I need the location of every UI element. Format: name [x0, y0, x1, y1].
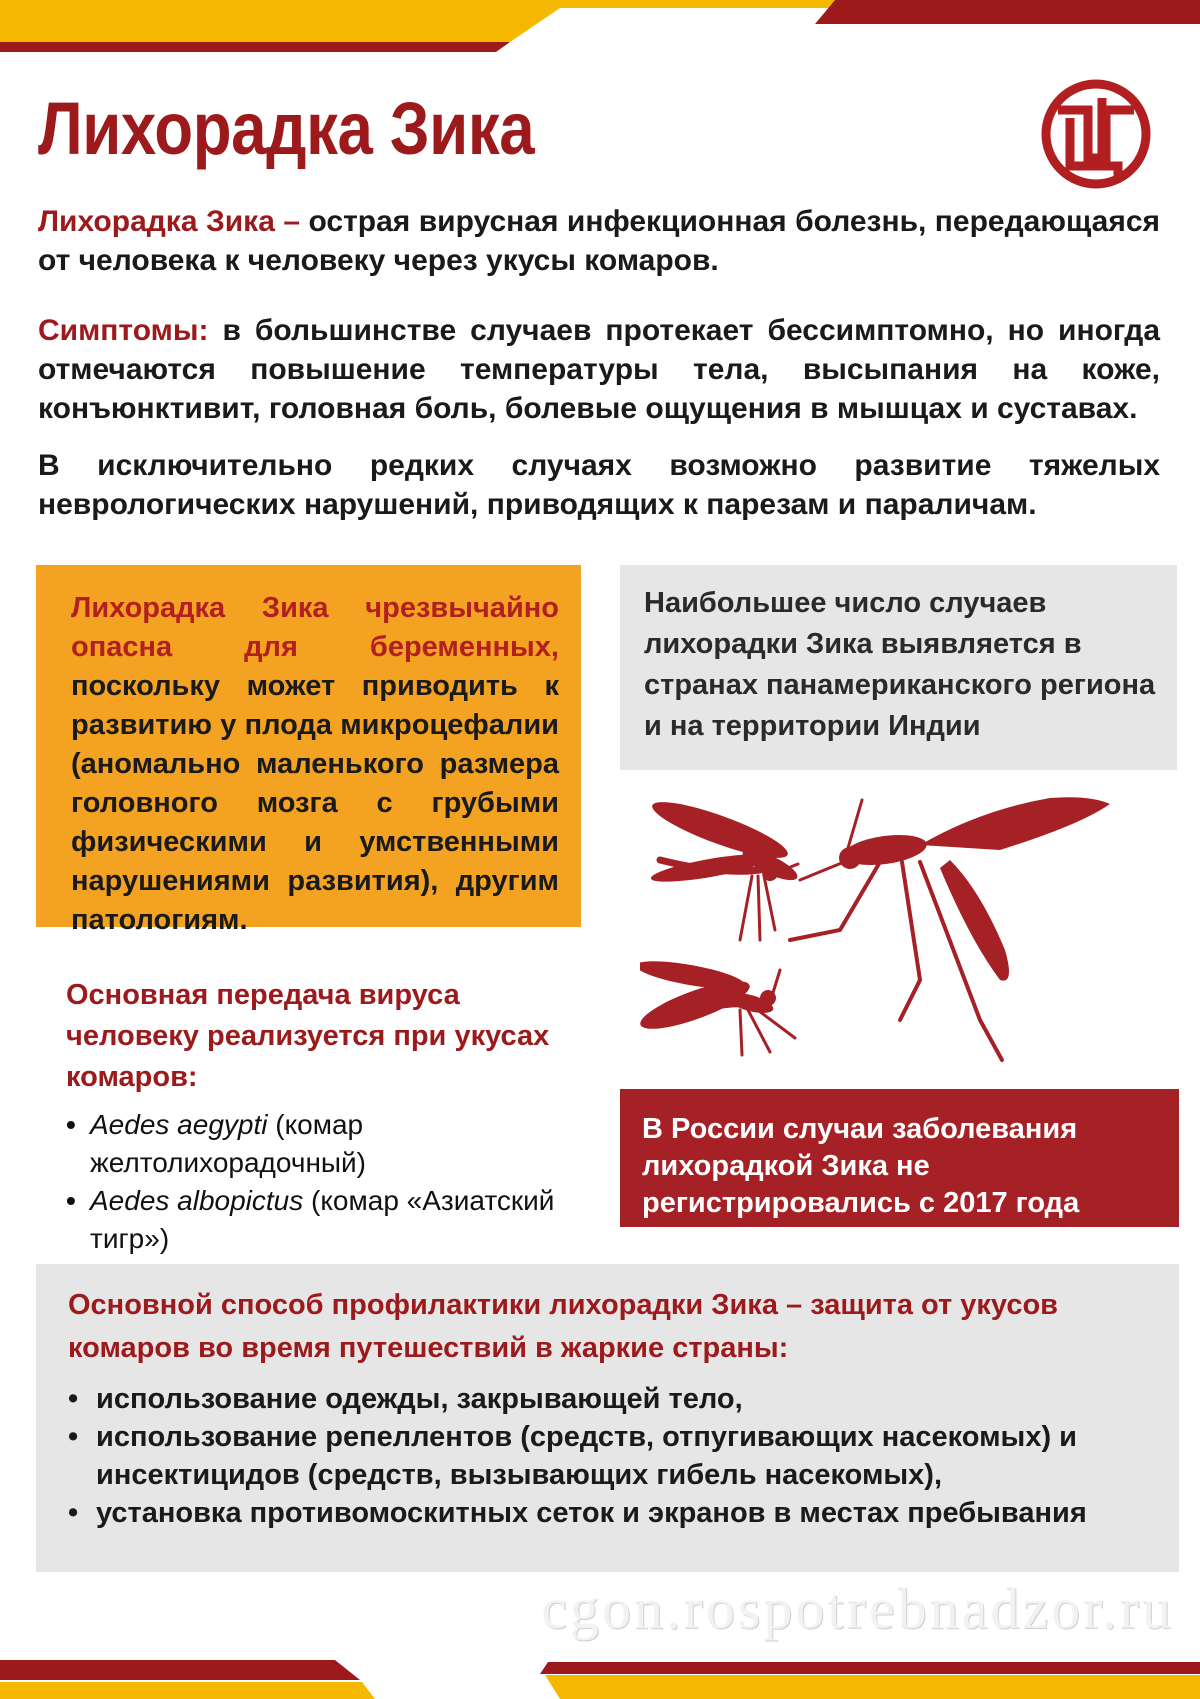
rare-cases-paragraph: В исключительно редких случаях возможно развитие тяжелых неврологических нарушений, приводящих к парезам и параличам. — [38, 449, 1160, 521]
vector-latin-name: Aedes aegypti — [90, 1109, 268, 1140]
vector-common-name: (комар желтолихорадочный) — [90, 1109, 366, 1178]
symptoms-paragraph — [38, 311, 1160, 428]
vector-list — [66, 1106, 586, 1258]
pregnancy-text: поскольку может приводить к развитию у плода микроцефалии (аномально маленького размера головного мозга с грубыми физическими и умственными нарушениями развития), другим патологиям. — [71, 670, 559, 936]
intro-paragraph — [38, 202, 1160, 280]
symptoms-text: в большинстве случаев протекает бессимптомно, но иногда отмечаются повышение температуры тела, высыпания на коже, конъюнктивит, головная боль, болевые ощущения в мышцах и суставах. — [38, 314, 1160, 425]
intro-term: Лихорадка Зика – — [38, 205, 301, 238]
prevention-heading: Основной способ профилактики лихорадки Зика – защита от укусов комаров во время путешествий в жаркие страны: — [68, 1289, 1059, 1364]
list-item — [66, 1182, 586, 1258]
regions-info-box — [620, 565, 1177, 770]
website-watermark: cgon.rospotrebnadzor.ru — [541, 1576, 1174, 1641]
list-item — [66, 1106, 586, 1182]
list-item: • установка противомоскитных сеток и экранов в местах пребывания — [68, 1494, 1159, 1532]
transmission-section — [66, 975, 586, 1258]
transmission-heading: Основная передача вируса человеку реализуется при укусах комаров: — [66, 979, 550, 1093]
list-item: • использование одежды, закрывающей тело, — [68, 1380, 1159, 1418]
vector-latin-name: Aedes albopictus — [90, 1185, 304, 1216]
regions-text: Наибольшее число случаев лихорадки Зика выявляется в странах панамериканского региона и на территории Индии — [644, 587, 1156, 742]
intro-text: острая вирусная инфекционная болезнь, передающаяся от человека к человеку через укусы комаров. — [38, 205, 1161, 277]
top-stripes — [0, 0, 1200, 60]
rospotrebnadzor-logo-icon — [1040, 78, 1152, 190]
pregnancy-highlight: Лихорадка Зика чрезвычайно опасна для беременных, — [71, 592, 559, 663]
russia-status-box — [620, 1089, 1179, 1227]
russia-status-text: В России случаи заболевания лихорадкой Зика не регистрировались с 2017 года — [642, 1113, 1080, 1219]
list-item: • использование репеллентов (средств, отпугивающих насекомых) и инсектицидов (средств, вызывающих гибель насекомых), — [68, 1418, 1159, 1494]
pregnancy-warning-box — [36, 565, 581, 936]
vector-common-name: (комар «Азиатский тигр») — [90, 1185, 555, 1254]
page-title: Лихорадка Зика — [38, 87, 535, 170]
prevention-list — [68, 1380, 1159, 1532]
symptoms-label: Симптомы: — [38, 314, 209, 347]
mosquitoes-icon — [640, 790, 1120, 1070]
prevention-section — [36, 1264, 1179, 1572]
